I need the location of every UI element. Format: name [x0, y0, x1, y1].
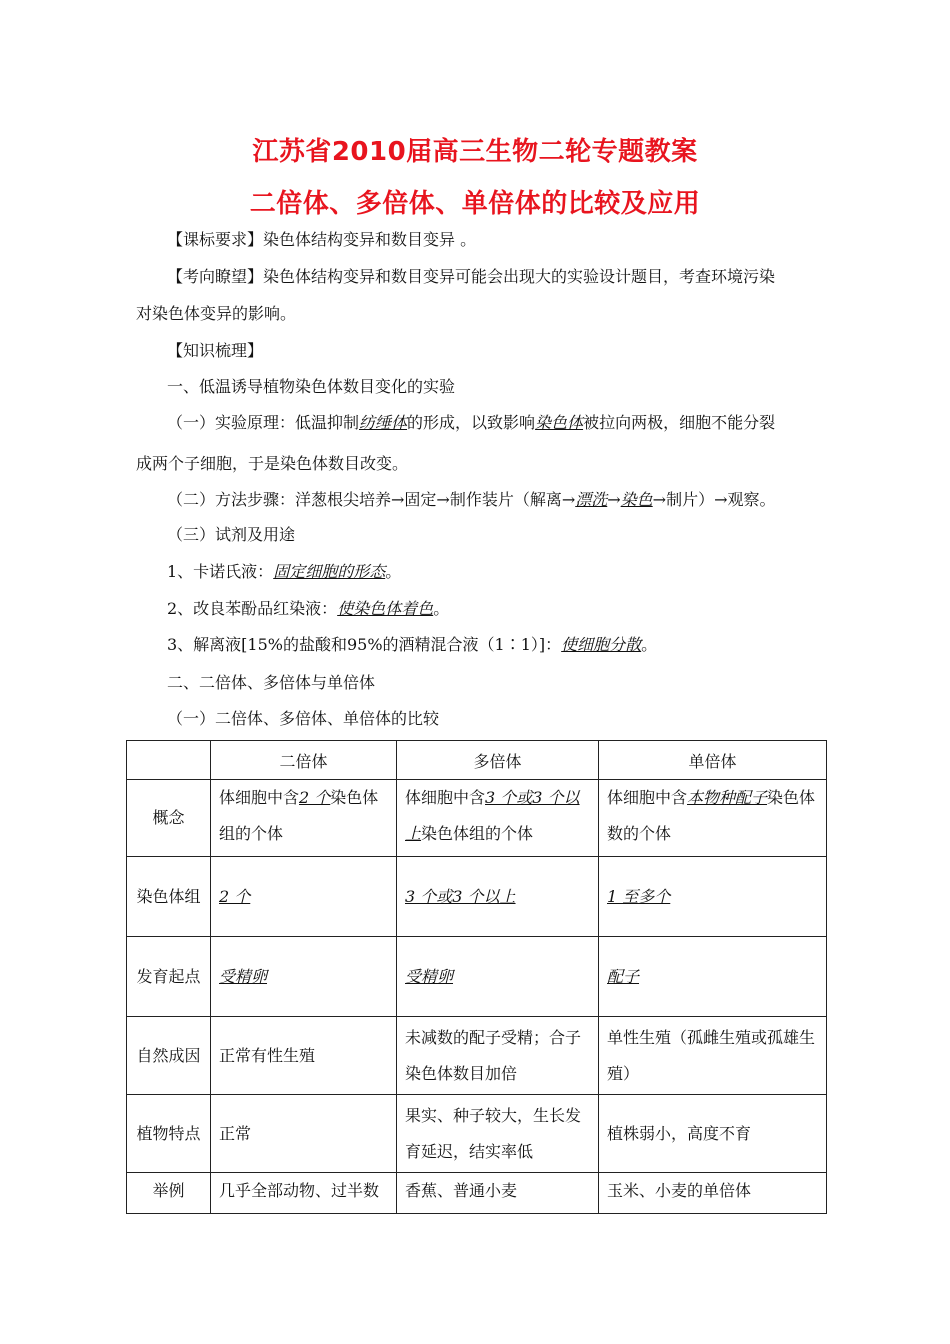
row-label-origin: 发育起点 [127, 937, 211, 1017]
blank-rinse: 漂洗 [575, 490, 608, 509]
reagent-1-use: 固定细胞的形态 [273, 562, 386, 581]
cell-cause-haploid: 单性生殖（孤雌生殖或孤雄生殖） [599, 1017, 827, 1095]
cell-blank: 本物种配子 [687, 788, 768, 807]
principle-text-e: 被拉向两极，细胞不能分裂 [583, 413, 776, 432]
cell-chromo-haploid [599, 857, 827, 937]
row-label-example: 举例 [127, 1173, 211, 1214]
table-row [127, 937, 827, 1017]
kaoxiang-para-cont: 对染色体变异的影响。 [136, 304, 297, 323]
cell-text: 体细胞中含 [219, 788, 300, 807]
cell-concept-polyploid [397, 780, 599, 857]
cell-blank: 2 个 [219, 886, 251, 906]
header-empty [127, 741, 211, 780]
reagent-2-end: 。 [433, 599, 450, 618]
cell-cause-diploid: 正常有性生殖 [211, 1017, 397, 1095]
zhishi-heading: 【知识梳理】 [167, 341, 264, 360]
principle-para [167, 411, 775, 435]
blank-spindle: 纺缍体 [359, 413, 408, 432]
kaoxiang-para [167, 265, 775, 289]
header-polyploid: 多倍体 [397, 741, 599, 780]
cell-feature-polyploid: 果实、种子较大，生长发育延迟，结实率低 [397, 1095, 599, 1173]
blank-chromosome: 染色体 [535, 413, 584, 432]
cell-concept-haploid [599, 780, 827, 857]
cell-example-polyploid: 香蕉、普通小麦 [397, 1173, 599, 1214]
row-label-chromo: 染色体组 [127, 857, 211, 937]
reagent-1 [167, 560, 401, 584]
row-label-feature: 植物特点 [127, 1095, 211, 1173]
cell-concept-diploid [211, 780, 397, 857]
cell-origin-haploid [599, 937, 827, 1017]
table-header-row [127, 741, 827, 780]
reagent-2 [167, 597, 449, 621]
section-1-heading: 一、低温诱导植物染色体数目变化的实验 [167, 377, 456, 396]
cell-blank: 1 至多个 [607, 886, 671, 906]
header-diploid: 二倍体 [211, 741, 397, 780]
cell-cause-polyploid: 未减数的配子受精；合子染色体数目加倍 [397, 1017, 599, 1095]
reagent-1-end: 。 [385, 562, 402, 581]
blank-stain: 染色 [620, 490, 653, 509]
cell-text: 染色体组的个体 [219, 788, 379, 843]
cell-blank: 受精卵 [219, 966, 268, 986]
reagent-3-use: 使细胞分散 [561, 635, 642, 654]
cell-text: 体细胞中含 [405, 788, 486, 807]
kaoxiang-text: 染色体结构变异和数目变异可能会出现大的实验设计题目，考查环境污染 [263, 267, 776, 286]
cell-text: 体细胞中含 [607, 788, 688, 807]
reagent-2-label: 2、改良苯酚品红染液： [167, 599, 338, 618]
table-row [127, 1095, 827, 1173]
kebiao-text: 染色体结构变异和数目变异 。 [263, 230, 477, 249]
cell-feature-diploid: 正常 [211, 1095, 397, 1173]
method-text-e: →制片）→观察。 [652, 490, 776, 509]
cell-origin-polyploid [397, 937, 599, 1017]
cell-feature-haploid: 植株弱小，高度不育 [599, 1095, 827, 1173]
cell-blank: 3 个或3 个以上 [405, 788, 580, 843]
cell-blank: 3 个或3 个以上 [405, 886, 516, 906]
cell-text: 染色体数的个体 [607, 788, 816, 843]
method-text-a: （二）方法步骤：洋葱根尖培养→固定→制作装片（解离→ [167, 490, 576, 509]
reagent-3-label: 3、解离液[15%的盐酸和95%的酒精混合液（1∶1）]： [167, 635, 562, 654]
kaoxiang-tag: 【考向瞭望】 [167, 267, 264, 286]
reagent-heading: （三）试剂及用途 [167, 525, 296, 544]
table-row [127, 1173, 827, 1214]
cell-example-diploid: 几乎全部动物、过半数 [211, 1173, 397, 1214]
table-row [127, 1017, 827, 1095]
cell-origin-diploid [211, 937, 397, 1017]
cell-example-haploid: 玉米、小麦的单倍体 [599, 1173, 827, 1214]
reagent-3-end: 。 [641, 635, 658, 654]
header-haploid: 单倍体 [599, 741, 827, 780]
section-2-heading: 二、二倍体、多倍体与单倍体 [167, 673, 376, 692]
reagent-3 [167, 633, 657, 657]
method-para [167, 488, 776, 512]
doc-title: 江苏省2010届高三生物二轮专题教案 [252, 137, 698, 167]
reagent-2-use: 使染色体着色 [337, 599, 434, 618]
cell-text: 染色体组的个体 [421, 824, 534, 843]
cell-chromo-polyploid [397, 857, 599, 937]
cell-blank: 2 个 [299, 788, 331, 807]
row-label-concept: 概念 [127, 780, 211, 857]
subsection-heading: （一）二倍体、多倍体、单倍体的比较 [167, 709, 440, 728]
method-arrow: → [607, 490, 621, 509]
row-label-cause: 自然成因 [127, 1017, 211, 1095]
doc-subtitle: 二倍体、多倍体、单倍体的比较及应用 [249, 189, 701, 219]
cell-blank: 受精卵 [405, 966, 454, 986]
cell-blank: 配子 [607, 966, 640, 986]
kebiao-para [167, 228, 476, 252]
comparison-table [126, 740, 827, 1214]
kebiao-tag: 【课标要求】 [167, 230, 264, 249]
reagent-1-label: 1、卡诺氏液： [167, 562, 274, 581]
cell-chromo-diploid [211, 857, 397, 937]
table-row [127, 857, 827, 937]
principle-para-cont: 成两个子细胞，于是染色体数目改变。 [136, 454, 409, 473]
principle-text-a: （一）实验原理：低温抑制 [167, 413, 360, 432]
principle-text-c: 的形成，以致影响 [407, 413, 536, 432]
table-row [127, 780, 827, 857]
